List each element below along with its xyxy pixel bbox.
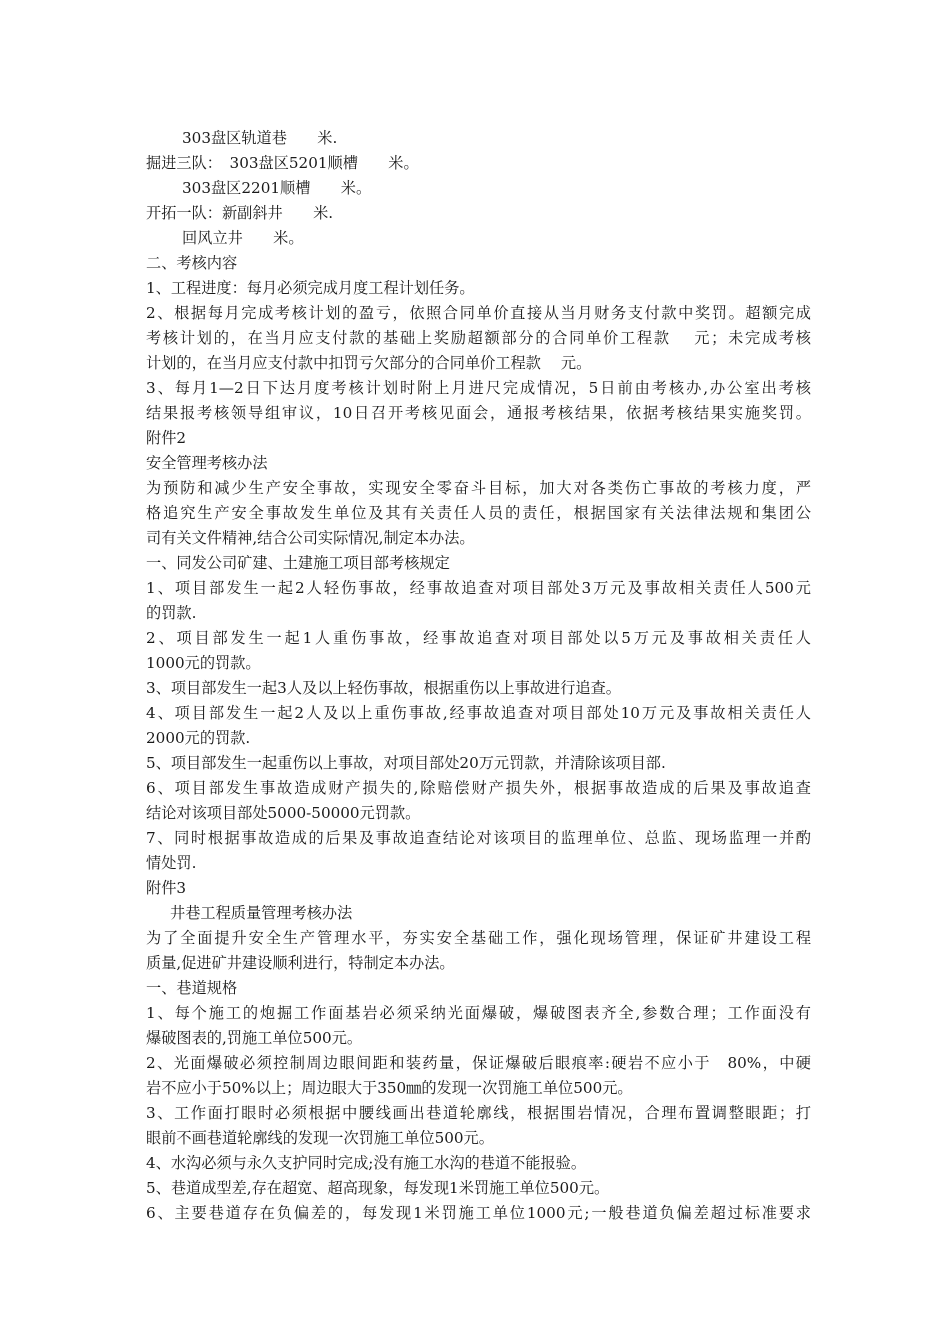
text-line: 2、根据每月完成考核计划的盈亏，依照合同单价直接从当月财务支付款中奖罚。超额完成 [146, 304, 811, 322]
text-line: 司有关文件精神,结合公司实际情况,制定本办法。 [146, 529, 475, 547]
text-line: 情处罚. [146, 854, 197, 872]
text-line: 爆破图表的,罚施工单位500元。 [146, 1029, 363, 1047]
text-line: 5、项目部发生一起重伤以上事故，对项目部处20万元罚款，并清除该项目部. [146, 754, 666, 772]
document-title: 井巷工程质量管理考核办法 [170, 904, 353, 922]
text-line: 开拓一队：新副斜井 米. [146, 204, 334, 222]
text-line: 3、每月1—2日下达月度考核计划时附上月进尺完成情况，5日前由考核办,办公室出考核 [146, 379, 811, 397]
attachment-label: 附件3 [146, 879, 187, 897]
attachment-label: 附件2 [146, 429, 187, 447]
text-line: 1、每个施工的炮掘工作面基岩必须采纳光面爆破，爆破图表齐全,参数合理；工作面没有 [146, 1004, 811, 1022]
text-line: 6、主要巷道存在负偏差的，每发现1米罚施工单位1000元;一般巷道负偏差超过标准要求 [146, 1204, 811, 1222]
text-line: 7、同时根据事故造成的后果及事故追查结论对该项目的监理单位、总监、现场监理一并酌 [146, 829, 811, 847]
text-line: 2、项目部发生一起1人重伤事故，经事故追查对项目部处以5万元及事故相关责任人 [146, 629, 811, 647]
text-line: 2、光面爆破必须控制周边眼间距和装药量，保证爆破后眼痕率:硬岩不应小于 80%，中硬 [146, 1054, 811, 1072]
text-line: 为预防和减少生产安全事故，实现安全零奋斗目标，加大对各类伤亡事故的考核力度，严 [146, 479, 811, 497]
text-line: 1000元的罚款。 [146, 654, 261, 672]
section-heading: 二、考核内容 [146, 254, 238, 272]
text-line: 3、项目部发生一起3人及以上轻伤事故，根据重伤以上事故进行追查。 [146, 679, 621, 697]
text-line: 计划的，在当月应支付款中扣罚亏欠部分的合同单价工程款 元。 [146, 354, 592, 372]
text-line: 1、项目部发生一起2人轻伤事故，经事故追查对项目部处3万元及事故相关责任人500元 [146, 579, 811, 597]
text-line: 5、巷道成型差,存在超宽、超高现象，每发现1米罚施工单位500元。 [146, 1179, 610, 1197]
text-line: 结果报考核领导组审议，10日召开考核见面会，通报考核结果，依据考核结果实施奖罚。 [146, 404, 811, 422]
text-line: 结论对该项目部处5000-50000元罚款。 [146, 804, 421, 822]
text-line: 质量,促进矿井建设顺利进行，特制定本办法。 [146, 954, 455, 972]
text-line: 4、项目部发生一起2人及以上重伤事故,经事故追查对项目部处10万元及事故相关责任人 [146, 704, 811, 722]
text-line: 格追究生产安全事故发生单位及其有关责任人员的责任，根据国家有关法律法规和集团公 [146, 504, 811, 522]
text-line: 回风立井 米。 [182, 229, 304, 247]
text-line: 6、项目部发生事故造成财产损失的,除赔偿财产损失外，根据事故造成的后果及事故追查 [146, 779, 811, 797]
text-line: 1、工程进度：每月必须完成月度工程计划任务。 [146, 279, 475, 297]
text-line: 考核计划的，在当月应支付款的基础上奖励超额部分的合同单价工程款 元；未完成考核 [146, 329, 811, 347]
document-title: 安全管理考核办法 [146, 454, 268, 472]
text-line: 岩不应小于50%以上；周边眼大于350㎜的发现一次罚施工单位500元。 [146, 1079, 633, 1097]
section-heading: 一、巷道规格 [146, 979, 238, 997]
text-line: 3、工作面打眼时必须根据中腰线画出巷道轮廓线，根据围岩情况，合理布置调整眼距；打 [146, 1104, 811, 1122]
text-line: 2000元的罚款. [146, 729, 251, 747]
text-line: 303盘区轨道巷 米. [182, 129, 338, 147]
text-line: 303盘区2201顺槽 米。 [182, 179, 372, 197]
text-line: 的罚款. [146, 604, 197, 622]
text-line: 为了全面提升安全生产管理水平，夯实安全基础工作，强化现场管理，保证矿井建设工程 [146, 929, 811, 947]
text-line: 4、水沟必须与永久支护同时完成;没有施工水沟的巷道不能报验。 [146, 1154, 587, 1172]
section-heading: 一、同发公司矿建、土建施工项目部考核规定 [146, 554, 450, 572]
text-line: 眼前不画巷道轮廓线的发现一次罚施工单位500元。 [146, 1129, 494, 1147]
text-line: 掘进三队： 303盘区5201顺槽 米。 [146, 154, 419, 172]
